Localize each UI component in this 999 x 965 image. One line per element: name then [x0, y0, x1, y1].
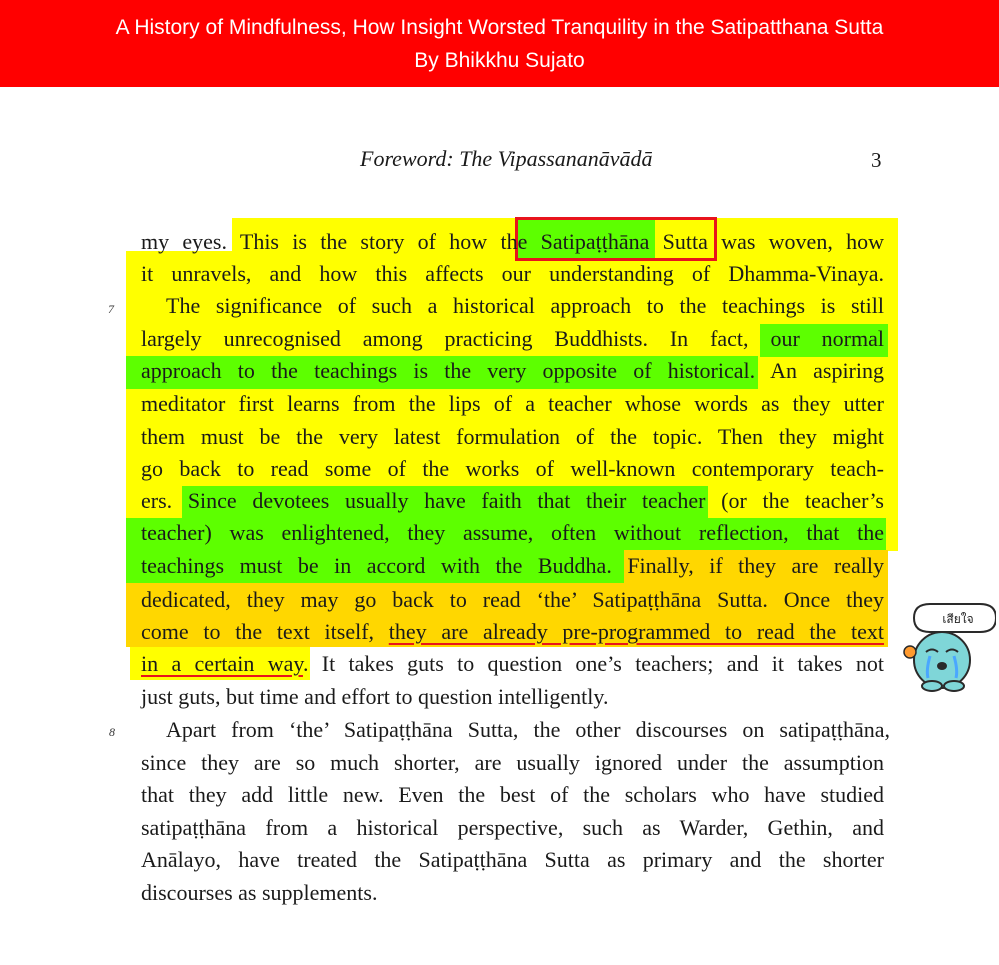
crying-blob-sticker-icon	[896, 600, 996, 692]
text-line: Apart from ‘the’ Satipaṭṭhāna Sutta, the other discourses on satipaṭṭhāna,	[166, 717, 890, 742]
text-line: satipaṭṭhāna from a historical perspective, such as Warder, Gethin, and	[141, 815, 884, 840]
sticker-caption: เสียใจ	[942, 612, 974, 626]
text-line: that they add little new. Even the best of the scholars who have studied	[141, 782, 884, 807]
book-author: By Bhikkhu Sujato	[414, 49, 585, 72]
text-line	[141, 226, 884, 258]
text-line: them must be the very latest formulation of the topic. Then they might	[141, 424, 884, 449]
text-span: my eyes. This is the story of how the	[141, 229, 541, 254]
text-line: since they are so much shorter, are usually ignored under the assumption	[141, 750, 884, 775]
text-span: was woven, how	[707, 229, 884, 254]
paragraph-number: 7	[108, 302, 114, 316]
underlined-text: they are already pre-programmed to read the text	[388, 619, 885, 644]
running-head: Foreword: The Vipassananāvādā	[360, 146, 653, 171]
book-title: A History of Mindfulness, How Insight Worsted Tranquility in the Satipatthana Sutta	[115, 16, 884, 39]
text-line: it unravels, and how this affects our understanding of Dhamma-Vinaya.	[141, 261, 884, 286]
text-line: meditator first learns from the lips of a teacher whose words as they utter	[141, 391, 884, 416]
text-line: teachings must be in accord with the Buddha. Finally, if they are really	[141, 553, 884, 578]
text-span: . It takes guts to question one’s teachers; and it takes not	[302, 651, 884, 676]
text-line	[141, 616, 884, 648]
page-number: 3	[871, 148, 882, 172]
header-banner	[0, 0, 999, 87]
text-line: dedicated, they may go back to read ‘the’ Satipaṭṭhāna Sutta. Once they	[141, 587, 884, 612]
text-line: just guts, but time and effort to question intelligently.	[141, 684, 609, 709]
text-line: The significance of such a historical approach to the teachings is still	[166, 293, 884, 318]
text-span: come to the text itself,	[141, 619, 389, 644]
text-line: Anālayo, have treated the Satipaṭṭhāna Sutta as primary and the shorter	[141, 847, 884, 872]
text-line	[141, 648, 884, 680]
underlined-text: in a certain way	[141, 651, 303, 676]
paragraph-number: 8	[109, 725, 115, 739]
text-line: teacher) was enlightened, they assume, often without reflection, that the	[141, 520, 884, 545]
text-line: discourses as supplements.	[141, 880, 378, 905]
text-line: approach to the teachings is the very opposite of historical. An aspiring	[141, 358, 884, 383]
text-line: go back to read some of the works of well-known contemporary teach-	[141, 456, 884, 481]
highlighted-term: Satipaṭṭhāna Sutta	[540, 229, 708, 254]
text-line: largely unrecognised among practicing Buddhists. In fact, our normal	[141, 326, 884, 351]
text-line: ers. Since devotees usually have faith that their teacher (or the teacher’s	[141, 488, 884, 513]
